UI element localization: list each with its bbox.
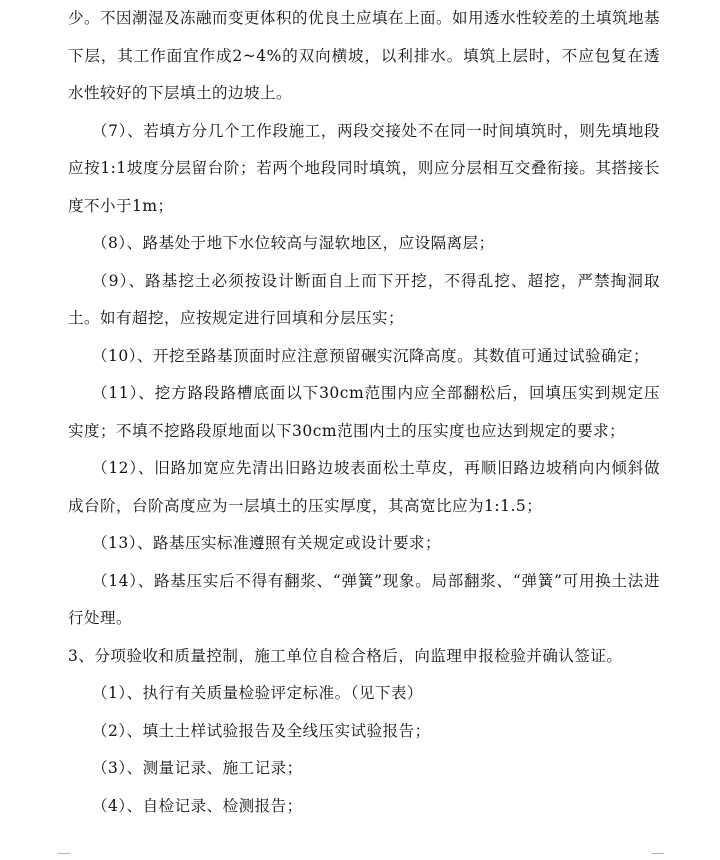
paragraph-item-13: （13）、路基压实标准遵照有关规定或设计要求； bbox=[92, 534, 441, 552]
paragraph-item-14: （14）、路基压实后不得有翻浆、“弹簧”现象。局部翻浆、“弹簧”可用换土法进行处理。 bbox=[68, 571, 660, 627]
paragraph-item-9: （9）、路基挖土必须按设计断面自上而下开挖，不得乱挖、超挖，严禁掏洞取土。如有超挖，应按规定进行回填和分层压实； bbox=[68, 271, 660, 327]
paragraph-soil-placement: 少。不因潮湿及冻融而变更体积的优良土应填在上面。如用透水性较差的土填筑地基下层，其工作面宜作成2~4%的双向横坡，以利排水。填筑上层时，不应包复在透水性较好的下层填土的边坡上。 bbox=[68, 9, 661, 102]
paragraph-item-7: （7）、若填方分几个工作段施工，两段交接处不在同一时间填筑时，则先填地段应按1:1坡度分层留台阶；若两个地段同时填筑，则应分层相互交叠衔接。其搭接长度不小于1m； bbox=[68, 121, 660, 215]
paragraph-sub-2: （2）、填土土样试验报告及全线压实试验报告； bbox=[92, 721, 431, 740]
page-corner-mark-left bbox=[58, 853, 70, 860]
paragraph-item-12: （12）、旧路加宽应先清出旧路边坡表面松土草皮，再顺旧路边坡稍向内倾斜做成台阶，台阶高度应为一层填土的压实厚度，其高宽比应为1:1.5； bbox=[68, 459, 660, 515]
paragraph-sub-3: （3）、测量记录、施工记录； bbox=[92, 759, 303, 777]
paragraph-item-8: （8）、路基处于地下水位较高与湿软地区，应设隔离层； bbox=[92, 234, 495, 252]
paragraph-item-11: （11）、挖方路段路槽底面以下30cm范围内应全部翻松后，回填压实到规定压实度；不填不挖路段原地面以下30cm范围内土的压实度也应达到规定的要求； bbox=[68, 384, 660, 440]
paragraph-item-10: （10）、开挖至路基顶面时应注意预留碾实沉降高度。其数值可通过试验确定； bbox=[92, 346, 649, 365]
paragraph-sub-4: （4）、自检记录、检测报告； bbox=[92, 796, 303, 815]
paragraph-sub-1: （1）、执行有关质量检验评定标准。（见下表） bbox=[92, 684, 423, 702]
page-corner-mark-right bbox=[652, 853, 664, 860]
document-body bbox=[68, 0, 660, 825]
section-heading-3: 3、分项验收和质量控制，施工单位自检合格后，向监理申报检验并确认签证。 bbox=[68, 646, 623, 665]
